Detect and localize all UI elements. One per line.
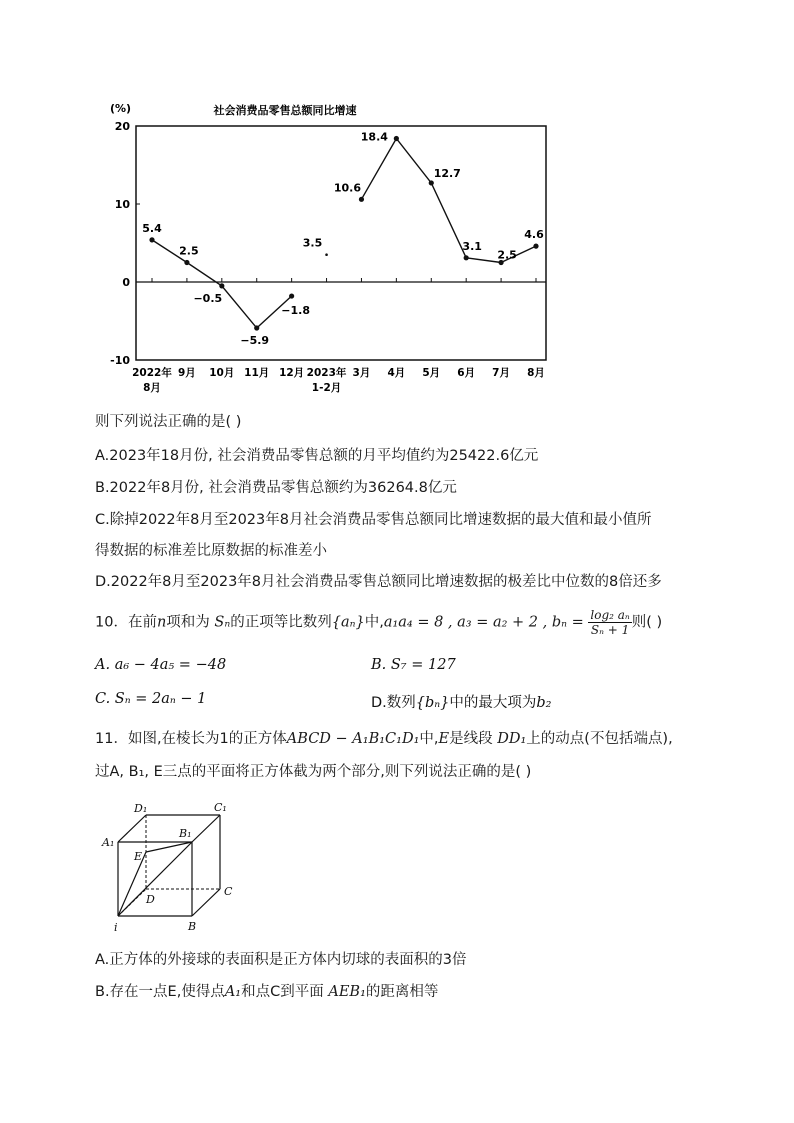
y-tick-label: 10 <box>114 198 130 211</box>
q10-stem <box>95 608 662 637</box>
q9-option-b: B.2022年8月份, 社会消费品零售总额约为36264.8亿元 <box>95 480 457 496</box>
q10-d-text: D.数列 <box>371 695 416 711</box>
q9-option-c-line1: C.除掉2022年8月至2023年8月社会消费品零售总额同比增速数据的最大值和最小值所 <box>95 512 652 528</box>
x-tick-label: 4月 <box>387 367 406 379</box>
data-point <box>149 237 154 242</box>
x-tick-label: 3月 <box>352 367 371 379</box>
data-point <box>394 136 399 141</box>
data-label: 12.7 <box>433 166 461 180</box>
x-tick-label: 6月 <box>457 367 476 379</box>
q11-stem-line1 <box>95 729 673 749</box>
x-tick-label: 8月 <box>143 382 161 394</box>
y-tick-label: 20 <box>114 120 130 133</box>
q9-stem: 则下列说法正确的是( ) <box>95 414 242 430</box>
y-tick-label: 0 <box>122 276 130 289</box>
data-label: 18.4 <box>360 130 388 144</box>
q10-var-s: Sₙ <box>214 614 231 631</box>
data-label: 2.5 <box>497 248 517 262</box>
x-tick-label: 10月 <box>209 367 235 379</box>
x-tick-label: 7月 <box>492 367 510 379</box>
data-label: 3.5 <box>302 236 323 250</box>
label-b1: B₁ <box>179 827 192 840</box>
q11-var-e: E <box>438 731 450 747</box>
q11-b-a1: A₁ <box>224 984 242 1000</box>
q10-text: 中, <box>364 614 384 631</box>
x-tick-label: 8月 <box>527 367 545 379</box>
label-c1: C₁ <box>214 801 227 814</box>
data-point <box>359 197 364 202</box>
q10-option-a: A. a₆ − 4a₅ = −48 <box>95 657 227 673</box>
q10-d-seq: {bₙ} <box>415 695 450 711</box>
cube-diagram <box>100 800 250 935</box>
q10-var-n: n <box>156 614 167 631</box>
q10-option-b: B. S₇ = 127 <box>371 657 456 673</box>
label-c: C <box>224 885 233 898</box>
frac-numerator: log₂ aₙ <box>590 608 630 622</box>
q10-d-text: 中的最大项为 <box>449 695 537 711</box>
q10-text: 的正项等比数列 <box>230 614 332 631</box>
data-label: −1.8 <box>281 304 310 318</box>
data-point <box>533 244 538 249</box>
q10-text: 项和为 <box>166 614 210 631</box>
data-point <box>464 255 469 260</box>
y-tick-label: -10 <box>110 354 130 367</box>
x-tick-label: 1-2月 <box>311 382 342 394</box>
x-tick-label: 11月 <box>244 367 270 379</box>
chart-title: 社会消费品零售总额同比增速 <box>213 104 357 117</box>
x-tick-label: 9月 <box>178 367 196 379</box>
q10-text: 10．在前 <box>95 614 157 631</box>
q11-b-plane: AEB₁ <box>328 984 366 1000</box>
data-point <box>219 283 224 288</box>
label-d: D <box>146 893 155 906</box>
q11-cube-name: ABCD − A₁B₁C₁D₁ <box>286 731 420 747</box>
q9-option-a: A.2023年18月份, 社会消费品零售总额的月平均值约为25422.6亿元 <box>95 448 539 464</box>
data-label: 5.4 <box>142 221 162 235</box>
label-d1: D₁ <box>134 802 148 815</box>
q11-segment: DD₁ <box>497 731 527 747</box>
data-label: −5.9 <box>240 334 270 348</box>
q11-stem-line2: 过A, B₁, E三点的平面将正方体截为两个部分,则下列说法正确的是( ) <box>95 764 532 780</box>
label-b: B <box>188 920 197 933</box>
data-point <box>289 293 294 298</box>
q11-option-a: A.正方体的外接球的表面积是正方体内切球的表面积的3倍 <box>95 952 467 968</box>
q10-conditions: a₁a₄ = 8 , a₃ = a₂ + 2 , bₙ = <box>383 614 584 631</box>
label-a1: A₁ <box>102 836 115 849</box>
q10-fraction <box>588 608 631 637</box>
q11-b-text: B.存在一点E,使得点 <box>95 984 225 1000</box>
x-tick-label: 2023年 <box>306 367 347 379</box>
series-segment <box>361 138 466 257</box>
q9-option-d: D.2022年8月至2023年8月社会消费品零售总额同比增速数据的极差比中位数的8倍还多 <box>95 574 662 590</box>
data-label: 2.5 <box>179 244 199 258</box>
q10-option-d <box>371 691 552 712</box>
data-label: 3.1 <box>462 239 482 253</box>
data-label: 10.6 <box>333 181 362 195</box>
x-tick-label: 5月 <box>422 367 441 379</box>
frac-denominator: Sₙ + 1 <box>590 623 630 637</box>
data-point <box>184 260 189 265</box>
q11-text: 中, <box>419 731 439 747</box>
q10-option-c: C. Sₙ = 2aₙ − 1 <box>95 691 207 707</box>
growth-line-chart <box>100 96 560 402</box>
x-tick-label: 12月 <box>279 367 305 379</box>
data-point <box>429 180 434 185</box>
data-label: 4.6 <box>524 228 544 242</box>
q11-text: 是线段 <box>449 731 493 747</box>
label-a: i <box>114 921 118 934</box>
q10-d-b2: b₂ <box>536 695 552 711</box>
q11-b-text: 和点C到平面 <box>241 984 324 1000</box>
q11-b-text: 的距离相等 <box>365 984 439 1000</box>
q11-option-b <box>95 982 438 1002</box>
data-point <box>254 325 259 330</box>
data-label: −0.5 <box>193 291 223 305</box>
data-labels <box>142 130 544 347</box>
q11-text: 上的动点(不包括端点), <box>526 731 673 747</box>
q9-option-c-line2: 得数据的标准差比原数据的标准差小 <box>95 543 327 559</box>
data-point <box>325 253 328 256</box>
q11-text: 11．如图,在棱长为1的正方体 <box>95 731 287 747</box>
plot-frame <box>136 126 546 360</box>
chart-ylabel: (%) <box>110 102 132 115</box>
q10-seq-a: {aₙ} <box>331 614 365 631</box>
series-segment <box>466 258 501 263</box>
label-e: E <box>134 850 143 863</box>
x-tick-label: 2022年 <box>132 367 172 379</box>
q10-text: 则( ) <box>631 614 663 631</box>
